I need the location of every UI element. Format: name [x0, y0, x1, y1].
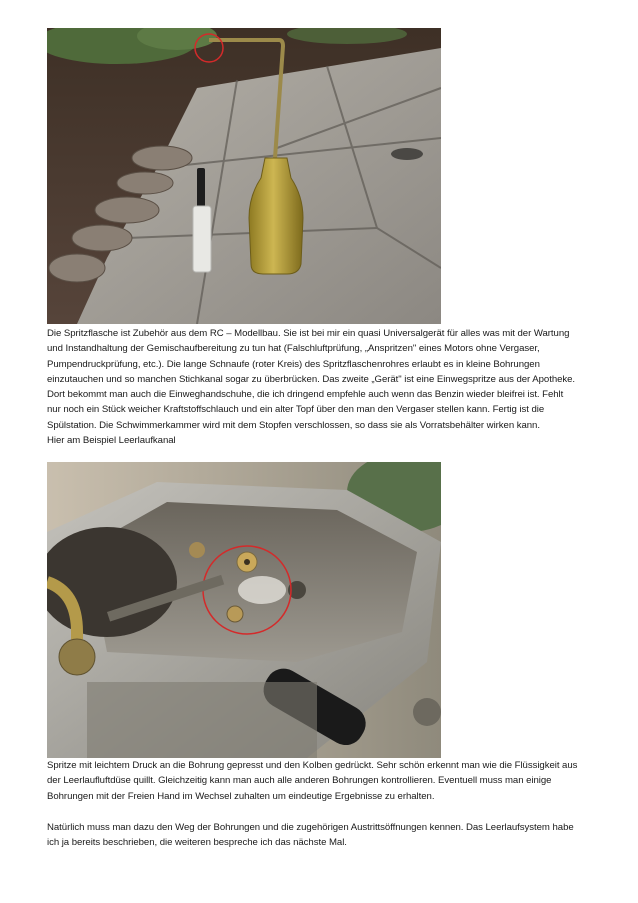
text-line: Hier am Beispiel Leerlaufkanal: [47, 435, 176, 447]
text-line: nur noch ein Stück weicher Kraftstoffschlauch und ein alter Topf über den man den Vergaser stellen kann. Fertig ist die: [47, 404, 545, 416]
text-line: Bohrungen mit der Freien Hand im Wechsel zuhalten um eindeutige Ergebnisse zu erhalten.: [47, 790, 435, 802]
photo-spray-bottle-and-syringe: [47, 28, 441, 324]
text-line: und Instandhaltung der Gemischaufbereitung zu tun hat (Falschluftprüfung, „Anspritzen" eines Motors ohne Vergaser,: [47, 343, 540, 355]
text-line: Pumpendruckprüfung, etc.). Die lange Schnaufe (roter Kreis) des Spritzflaschenrohres erlaubt es in kleine Bohrungen: [47, 358, 540, 370]
text-line: ich ja bereits beschrieben, die weiteren bespreche ich das nächste Mal.: [47, 837, 347, 849]
text-line: Die Spritzflasche ist Zubehör aus dem RC – Modellbau. Sie ist bei mir ein quasi Universalgerät für alles was mit der Wartung: [47, 328, 570, 339]
syringe-plunger: [197, 168, 205, 210]
liquid: [238, 576, 286, 604]
photo-carburetor-float-chamber: [47, 462, 441, 758]
paragraph-spray-bottle: [47, 326, 607, 448]
photo-carburetor-scene: [47, 462, 441, 758]
text-line: der Leerlaufluftdüse quillt. Gleichzeitig kann man auch alle anderen Bohrungen kontrollieren. Eventuell muss man einige: [47, 775, 552, 787]
text-line: einzutauchen und so manchen Stichkanal sogar zu überbrücken. Das zweite „Gerät" ist eine Einwegspritze aus der Apotheke.: [47, 373, 576, 385]
paragraph-syringe: [47, 758, 607, 804]
text-line: Dort bekommt man auch die Einweghandschuhe, die ich dringend empfehle auch wenn das Benzin wieder bleifrei ist. Fehlt: [47, 389, 564, 401]
paragraph-conclusion: [47, 820, 607, 851]
syringe: [193, 206, 211, 272]
text-line: Spülstation. Die Schwimmerkammer wird mit dem Stopfen verschlossen, so dass sie als Vorratsbehälter wirken kann.: [47, 419, 540, 431]
text-line: Natürlich muss man dazu den Weg der Bohrungen und die zugehörigen Austrittsöffnungen kennen. Das Leerlaufsystem habe: [47, 822, 574, 833]
text-line: Spritze mit leichtem Druck an die Bohrung gepresst und den Kolben gedrückt. Sehr schön erkennt man wie die Flüssigkeit aus: [47, 760, 578, 771]
photo-spray-bottle-scene: [47, 28, 441, 324]
